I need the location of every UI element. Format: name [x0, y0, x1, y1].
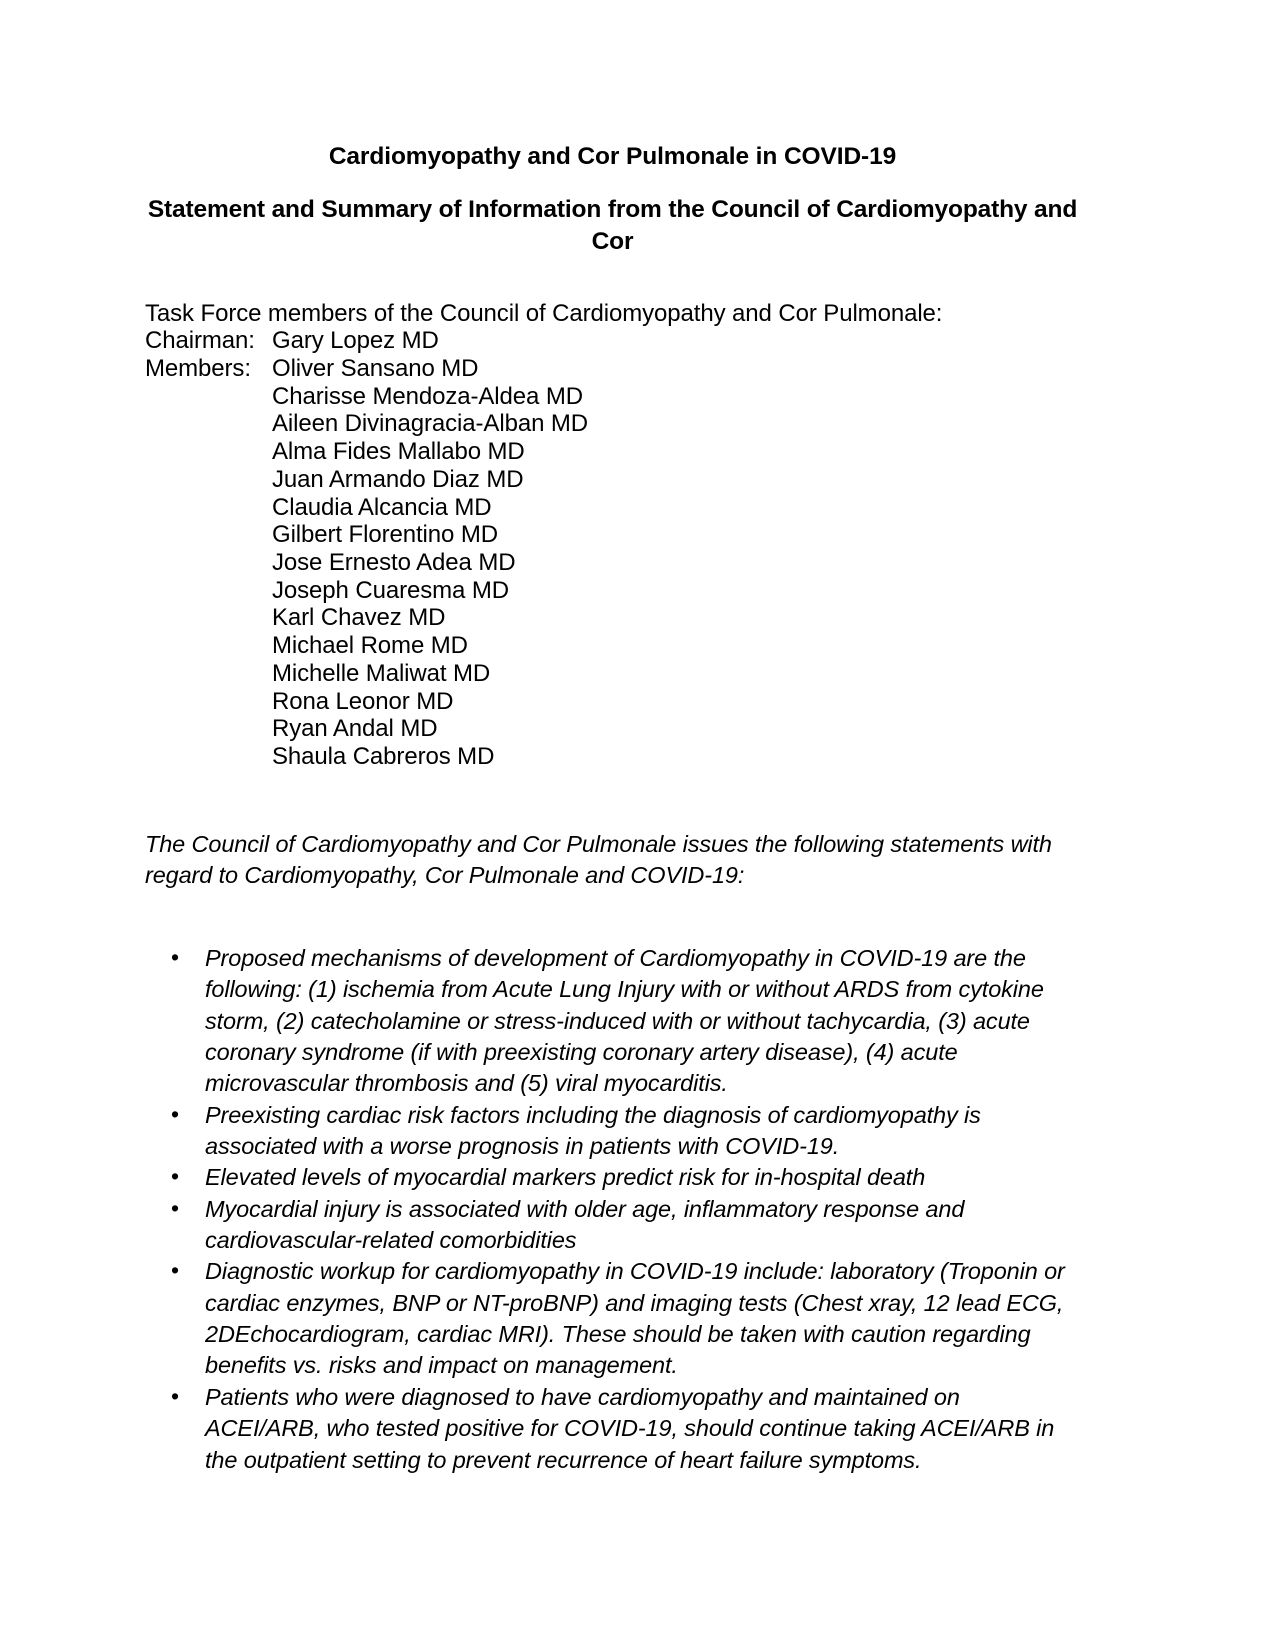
- member-name: Jose Ernesto Adea MD: [272, 549, 516, 577]
- statement-item: [145, 1256, 1080, 1381]
- statement-text: Proposed mechanisms of development of Cardiomyopathy in COVID-19 are the following: (1) ischemia from Acute Lung Injury with or without ARDS from cytokine storm, (2) catecholamine or stress-induced with or without tachycardia, (3) acute coronary syndrome (if with preexisting coronary artery disease), (4) acute microvascular thrombosis and (5) viral myocarditis.: [205, 944, 1044, 1097]
- member-name: Michael Rome MD: [272, 632, 468, 660]
- statement-text: Diagnostic workup for cardiomyopathy in COVID-19 include: laboratory (Troponin or cardiac enzymes, BNP or NT-proBNP) and imaging tests (Chest xray, 12 lead ECG, 2DEchocardiogram, cardiac MRI). These should be taken with caution regarding benefits vs. risks and impact on management.: [205, 1258, 1065, 1379]
- member-name: Karl Chavez MD: [272, 604, 446, 632]
- document-content: [145, 0, 1080, 1492]
- bullet-icon: •: [171, 1100, 179, 1127]
- chairman-name: Gary Lopez MD: [272, 327, 439, 355]
- member-name: Charisse Mendoza-Aldea MD: [272, 382, 583, 410]
- members-row: [145, 355, 1080, 383]
- bullet-icon: •: [171, 1194, 179, 1221]
- bullet-icon: •: [171, 1257, 179, 1284]
- member-name: Claudia Alcancia MD: [272, 493, 492, 521]
- bullet-icon: •: [171, 1382, 179, 1409]
- document-subtitle: Statement and Summary of Information from the Council of Cardiomyopathy and Cor: [147, 195, 1078, 255]
- member-name: Aileen Divinagracia-Alban MD: [272, 410, 589, 438]
- statement-item: [145, 1194, 1080, 1257]
- statement-text: Elevated levels of myocardial markers predict risk for in-hospital death: [205, 1164, 926, 1191]
- statement-item: [145, 943, 1080, 1100]
- task-force-heading: Task Force members of the Council of Cardiomyopathy and Cor Pulmonale:: [145, 299, 943, 327]
- member-name: Alma Fides Mallabo MD: [272, 438, 525, 466]
- member-name: Shaula Cabreros MD: [272, 743, 495, 771]
- member-name: Joseph Cuaresma MD: [272, 576, 509, 604]
- member-name: Oliver Sansano MD: [272, 355, 479, 382]
- bullet-icon: •: [171, 943, 179, 970]
- members-label: Members:: [145, 355, 251, 382]
- intro-paragraph: The Council of Cardiomyopathy and Cor Pulmonale issues the following statements with regard to Cardiomyopathy, Cor Pulmonale and COVID-19:: [145, 830, 1052, 888]
- statement-item: [145, 1382, 1080, 1476]
- member-name: Juan Armando Diaz MD: [272, 465, 524, 493]
- member-name: Ryan Andal MD: [272, 715, 438, 743]
- task-force-section: [145, 300, 1080, 771]
- member-name: Rona Leonor MD: [272, 687, 454, 715]
- statements-list: [145, 943, 1080, 1476]
- bullet-icon: •: [171, 1163, 179, 1190]
- statement-item: [145, 1100, 1080, 1163]
- chairman-row: [145, 327, 1080, 355]
- member-name: Gilbert Florentino MD: [272, 521, 498, 549]
- statement-text: Myocardial injury is associated with older age, inflammatory response and cardiovascular-related comorbidities: [205, 1195, 965, 1254]
- statement-text: Patients who were diagnosed to have cardiomyopathy and maintained on ACEI/ARB, who tested positive for COVID-19, should continue taking ACEI/ARB in the outpatient setting to prevent recurrence of heart failure symptoms.: [205, 1383, 1055, 1473]
- document-title: Cardiomyopathy and Cor Pulmonale in COVID-19: [328, 143, 897, 170]
- chairman-label: Chairman:: [145, 327, 255, 355]
- member-name: Michelle Maliwat MD: [272, 659, 491, 687]
- statement-text: Preexisting cardiac risk factors including the diagnosis of cardiomyopathy is associated with a worse prognosis in patients with COVID-19.: [205, 1101, 981, 1159]
- statement-item: [145, 1162, 1080, 1193]
